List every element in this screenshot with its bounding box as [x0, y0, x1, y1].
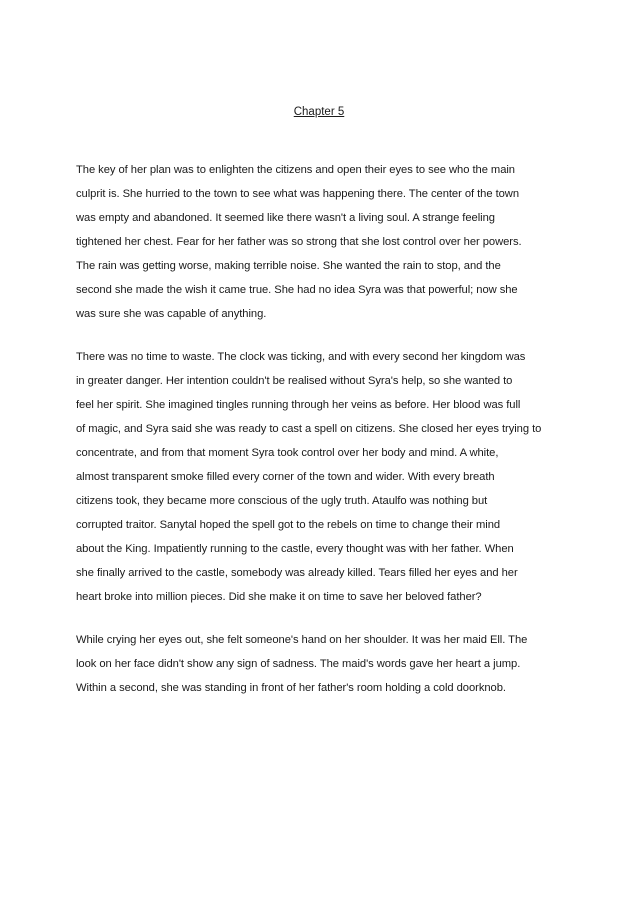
- chapter-title: Chapter 5: [293, 106, 345, 118]
- paragraph-3-line: look on her face didn't show any sign of sadness. The maid's words gave her heart a jump.: [76, 658, 521, 670]
- paragraph-1-line: was empty and abandoned. It seemed like there wasn't a living soul. A strange feeling: [76, 212, 495, 224]
- paragraph-2-line: of magic, and Syra said she was ready to cast a spell on citizens. She closed her eyes trying to: [76, 423, 542, 435]
- paragraph-2-line: about the King. Impatiently running to the castle, every thought was with her father. When: [76, 543, 514, 555]
- paragraph-2-line: There was no time to waste. The clock was ticking, and with every second her kingdom was: [76, 351, 526, 363]
- paragraph-1-line: second she made the wish it came true. She had no idea Syra was that powerful; now she: [76, 284, 518, 296]
- paragraph-2-line: in greater danger. Her intention couldn't be realised without Syra's help, so she wanted to: [76, 375, 513, 387]
- paragraph-2-line: corrupted traitor. Sanytal hoped the spell got to the rebels on time to change their mind: [76, 519, 501, 531]
- paragraph-2-line: concentrate, and from that moment Syra took control over her body and mind. A white,: [76, 447, 499, 459]
- paragraph-3-line: While crying her eyes out, she felt someone's hand on her shoulder. It was her maid Ell. The: [76, 634, 528, 646]
- paragraph-2-line: citizens took, they became more conscious of the ugly truth. Ataulfo was nothing but: [76, 495, 488, 507]
- paragraph-2-line: heart broke into million pieces. Did she make it on time to save her beloved father?: [76, 591, 482, 603]
- paragraph-1-line: The key of her plan was to enlighten the citizens and open their eyes to see who the main: [76, 164, 515, 176]
- paragraph-1-line: The rain was getting worse, making terrible noise. She wanted the rain to stop, and the: [76, 260, 501, 272]
- paragraph-2-line: feel her spirit. She imagined tingles running through her veins as before. Her blood was full: [76, 399, 521, 411]
- paragraph-1-line: culprit is. She hurried to the town to see what was happening there. The center of the town: [76, 188, 520, 200]
- paragraph-3-line: Within a second, she was standing in front of her father's room holding a cold doorknob.: [76, 682, 506, 694]
- paragraph-1-line: tightened her chest. Fear for her father was so strong that she lost control over her powers.: [76, 236, 522, 248]
- paragraph-2-line: she finally arrived to the castle, somebody was already killed. Tears filled her eyes and her: [76, 567, 518, 579]
- paragraph-1-line: was sure she was capable of anything.: [76, 308, 267, 320]
- paragraph-2-line: almost transparent smoke filled every corner of the town and wider. With every breath: [76, 471, 495, 483]
